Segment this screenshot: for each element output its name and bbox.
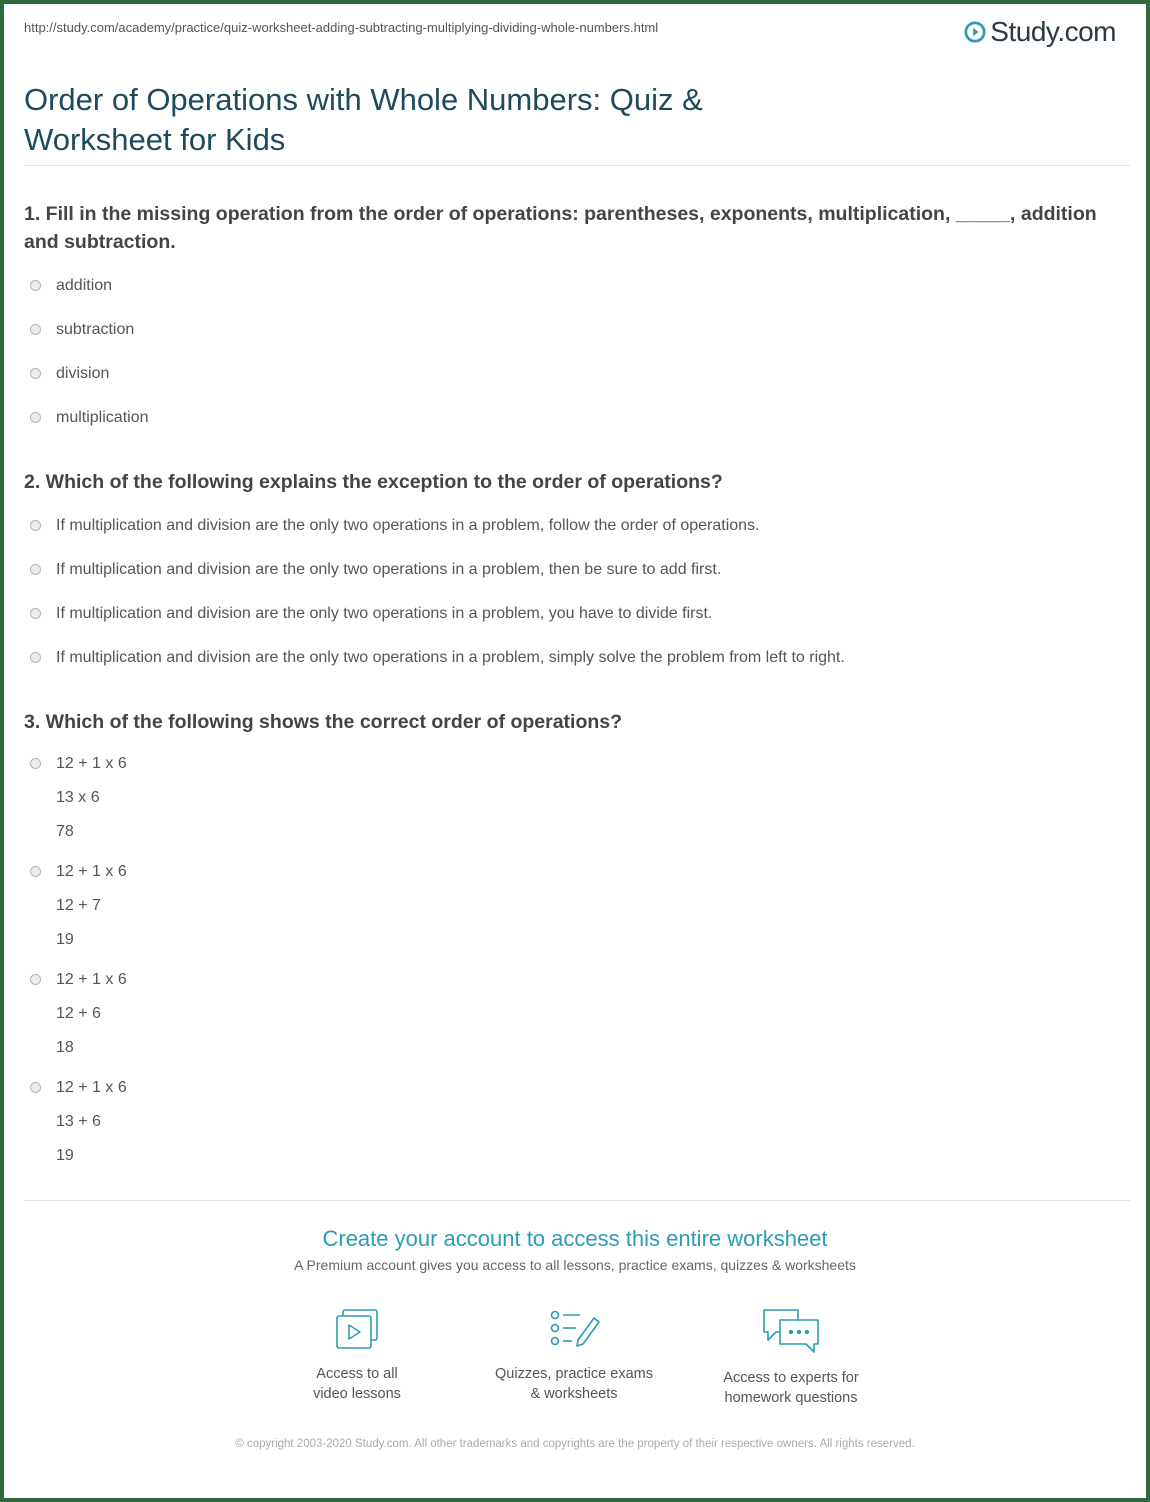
option-label: multiplication	[56, 409, 149, 426]
radio-button[interactable]	[30, 652, 41, 663]
question-3-option-3[interactable]	[30, 969, 127, 1065]
option-steps	[56, 855, 127, 957]
option-label: If multiplication and division are the only two operations in a problem, you have to divide first.	[56, 605, 713, 622]
feature-experts	[691, 1306, 891, 1408]
option-steps	[56, 1071, 127, 1173]
option-step: 13 + 6	[56, 1113, 101, 1130]
quiz-checklist-icon	[544, 1306, 604, 1354]
page-title: Order of Operations with Whole Numbers: Quiz & Worksheet for Kids	[24, 82, 703, 157]
radio-button[interactable]	[30, 324, 41, 335]
option-step: 12 + 1 x 6	[56, 755, 127, 772]
option-step: 12 + 1 x 6	[56, 971, 127, 988]
option-label: division	[56, 365, 110, 382]
feature-label: Quizzes, practice exams & worksheets	[495, 1366, 653, 1402]
question-2: 2. Which of the following explains the exception to the order of operations?	[24, 471, 723, 493]
play-circle-icon	[964, 21, 986, 43]
option-step: 12 + 7	[56, 897, 101, 914]
feature-quizzes	[474, 1306, 674, 1404]
option-step: 12 + 1 x 6	[56, 1079, 127, 1096]
question-1-option-1[interactable]	[30, 275, 112, 297]
option-step: 13 x 6	[56, 789, 100, 806]
radio-button[interactable]	[30, 1082, 41, 1093]
feature-label: Access to all video lessons	[313, 1366, 401, 1402]
option-label: subtraction	[56, 321, 135, 338]
radio-button[interactable]	[30, 280, 41, 291]
question-3: 3. Which of the following shows the correct order of operations?	[24, 711, 623, 733]
option-label: If multiplication and division are the only two operations in a problem, follow the order of operations.	[56, 517, 760, 534]
create-account-link[interactable]: Create your account to access this entire worksheet	[322, 1226, 828, 1251]
copyright-notice: © copyright 2003-2020 Study.com. All other trademarks and copyrights are the property of their respective owners. All rights reserved.	[235, 1438, 915, 1450]
question-2-option-1[interactable]	[30, 515, 760, 537]
radio-button[interactable]	[30, 758, 41, 769]
cta-subtitle: A Premium account gives you access to all lessons, practice exams, quizzes & worksheets	[294, 1257, 856, 1273]
radio-button[interactable]	[30, 368, 41, 379]
option-step: 19	[56, 931, 74, 948]
option-step: 12 + 6	[56, 1005, 101, 1022]
page-url: http://study.com/academy/practice/quiz-worksheet-adding-subtracting-multiplying-dividing-whole-numbers.html	[24, 20, 659, 35]
question-2-option-2[interactable]	[30, 559, 721, 581]
question-3-option-2[interactable]	[30, 861, 127, 957]
question-2-option-4[interactable]	[30, 647, 845, 669]
question-3-option-1[interactable]	[30, 753, 127, 849]
option-step: 78	[56, 823, 74, 840]
option-label: addition	[56, 277, 113, 294]
radio-button[interactable]	[30, 412, 41, 423]
question-1-option-2[interactable]	[30, 319, 134, 341]
study-logo[interactable]	[964, 16, 1116, 48]
option-label: If multiplication and division are the only two operations in a problem, simply solve the problem from left to right.	[56, 649, 845, 666]
radio-button[interactable]	[30, 608, 41, 619]
question-1-option-4[interactable]	[30, 407, 148, 429]
option-step: 18	[56, 1039, 74, 1056]
feature-label: Access to experts for homework questions	[723, 1370, 859, 1406]
feature-video-lessons	[257, 1306, 457, 1404]
logo-text: Study.com	[990, 16, 1116, 47]
worksheet-page	[4, 4, 1146, 1498]
option-step: 19	[56, 1147, 74, 1164]
radio-button[interactable]	[30, 564, 41, 575]
option-steps	[56, 963, 127, 1065]
chat-bubbles-icon	[758, 1306, 824, 1358]
divider	[24, 1200, 1130, 1201]
question-3-option-4[interactable]	[30, 1077, 127, 1173]
option-step: 12 + 1 x 6	[56, 863, 127, 880]
question-1-option-3[interactable]	[30, 363, 109, 385]
option-label: If multiplication and division are the only two operations in a problem, then be sure to add first.	[56, 561, 722, 578]
question-2-option-3[interactable]	[30, 603, 712, 625]
radio-button[interactable]	[30, 974, 41, 985]
question-1: 1. Fill in the missing operation from the order of operations: parentheses, exponents, multiplication, _____, addition and subtraction.	[24, 203, 1097, 253]
option-steps	[56, 747, 127, 849]
radio-button[interactable]	[30, 520, 41, 531]
video-lessons-icon	[329, 1306, 385, 1354]
radio-button[interactable]	[30, 866, 41, 877]
divider	[24, 165, 1130, 166]
